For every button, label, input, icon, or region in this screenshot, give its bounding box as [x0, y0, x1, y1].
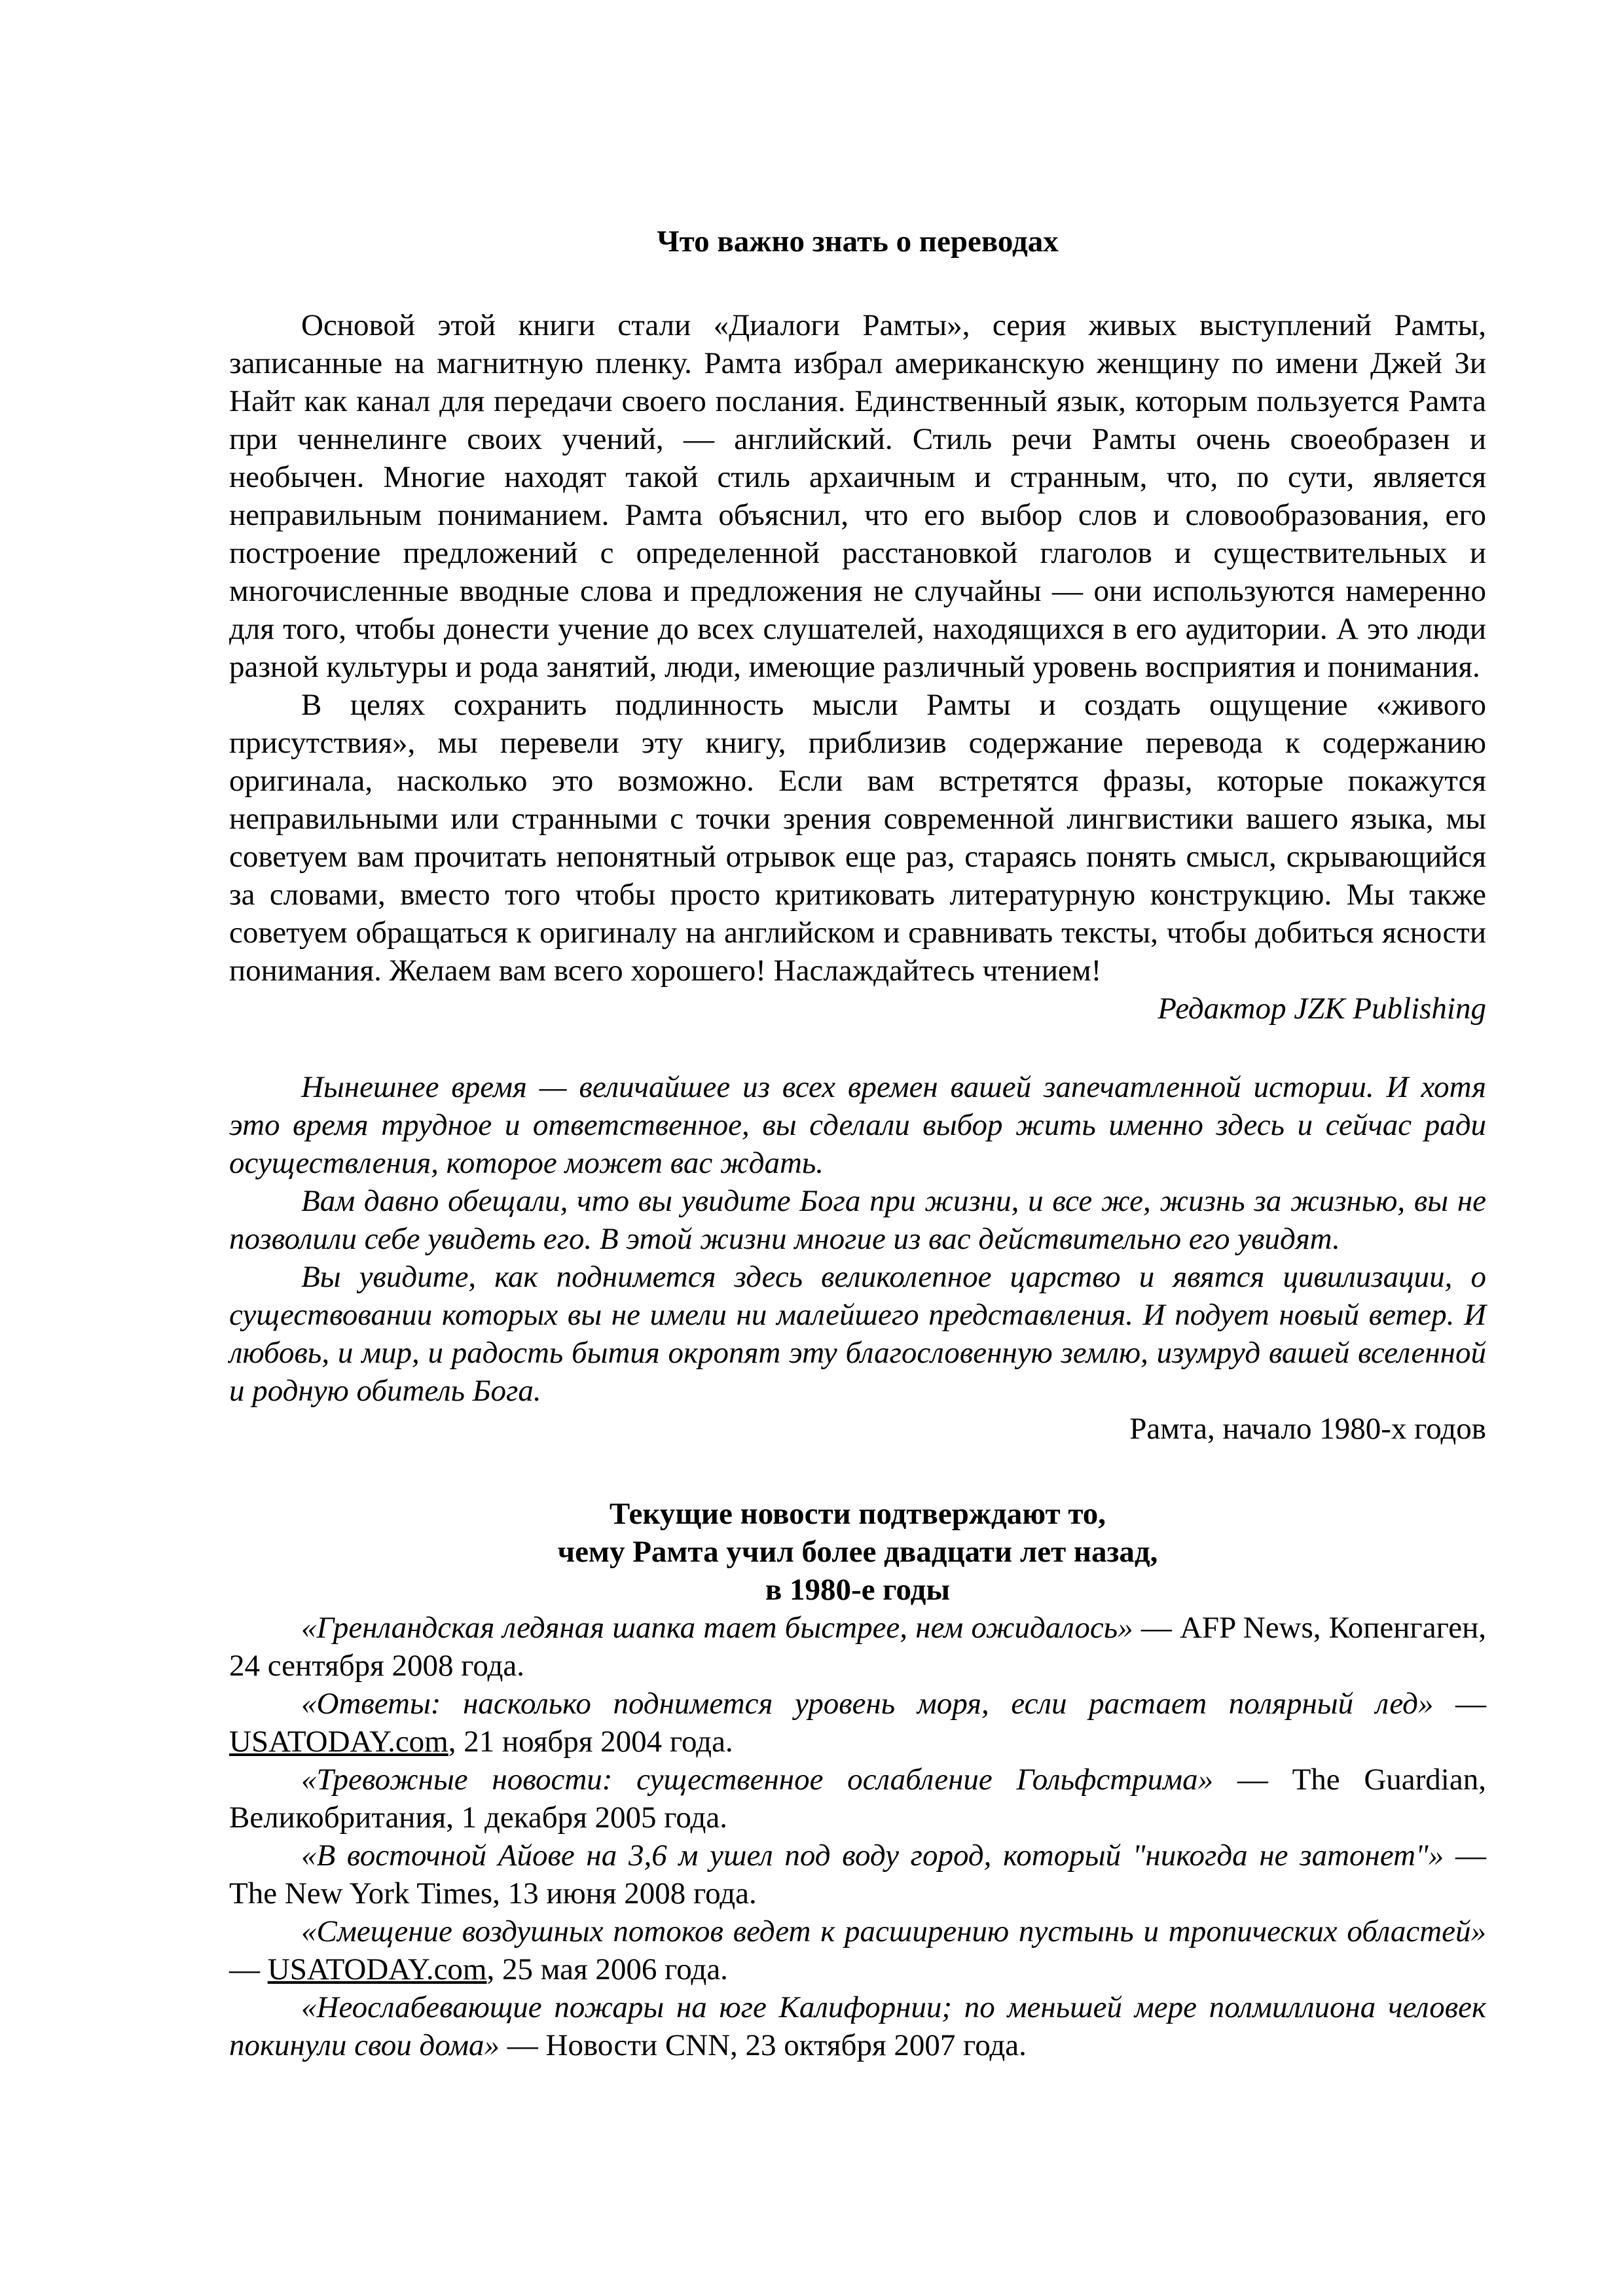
news-title-line: Текущие новости подтверждают то,	[609, 1497, 1106, 1531]
document-page	[229, 223, 1486, 2064]
editor-signature: Редактор JZK Publishing	[1158, 992, 1486, 1026]
quote-paragraph: Нынешнее время — величайшее из всех времен вашей запечатленной истории. И хотя это время трудное и ответственное, вы сделали выбор жить именно здесь и сейчас ради осуществления, которое может вас ждать.	[229, 1070, 1486, 1180]
news-date: , 21 ноября 2004 года.	[448, 1725, 733, 1759]
news-item	[229, 1609, 1486, 1685]
news-headline: «Ответы: насколько поднимется уровень моря, если растает полярный лед»	[301, 1687, 1434, 1721]
news-item	[229, 1837, 1486, 1912]
news-source: — AFP News, Копенгаген, 24 сентября 2008 года.	[229, 1611, 1486, 1683]
quote-paragraph: Вам давно обещали, что вы увидите Бога при жизни, и все же, жизнь за жизнью, вы не позволили себе увидеть его. В этой жизни многие из вас действительно его увидят.	[229, 1184, 1486, 1256]
news-title-line: в 1980-е годы	[765, 1573, 951, 1607]
intro-paragraph: Основой этой книги стали «Диалоги Рамты», серия живых выступлений Рамты, записанные на магнитную пленку. Рамта избрал американскую женщину по имени Джей Зи Найт как канал для передачи своего послания. Единственный язык, которым пользуется Рамта при ченнелинге своих учений, — английский. Стиль речи Рамты очень своеобразен и необычен. Многие находят такой стиль архаичным и странным, что, по сути, является неправильным пониманием. Рамта объяснил, что его выбор слов и словообразования, его построение предложений с определенной расстановкой глаголов и существительных и многочисленные вводные слова и предложения не случайны — они используются намеренно для того, чтобы донести учение до всех слушателей, находящихся в его аудитории. А это люди разной культуры и рода занятий, люди, имеющие различный уровень восприятия и понимания.	[229, 308, 1486, 684]
quote-signature: Рамта, начало 1980-х годов	[1129, 1412, 1486, 1446]
quote-paragraph: Вы увидите, как поднимется здесь великолепное царство и явятся цивилизации, о существовании которых вы не имели ни малейшего представления. И подует новый ветер. И любовь, и мир, и радость бытия окропят эту благословенную землю, изумруд вашей вселенной и родную обитель Бога.	[229, 1260, 1486, 1408]
news-link[interactable]: USATODAY.com	[229, 1725, 448, 1759]
news-link[interactable]: USATODAY.com	[267, 1952, 487, 1986]
news-source: — Новости CNN, 23 октября 2007 года.	[500, 2028, 1027, 2062]
news-source: —	[229, 1952, 268, 1986]
news-source: — The New York Times, 13 июня 2008 года.	[229, 1839, 1486, 1910]
news-headline: «Гренландская ледяная шапка тает быстрее, нем ожидалось»	[301, 1611, 1133, 1645]
news-item	[229, 1988, 1486, 2064]
news-source: —	[1433, 1687, 1486, 1721]
news-section-title	[229, 1495, 1486, 1609]
news-item	[229, 1685, 1486, 1761]
news-headline: «В восточной Айове на 3,6 м ушел под воду город, который "никогда не затонет"»	[301, 1839, 1444, 1873]
page-title: Что важно знать о переводах	[657, 224, 1059, 259]
news-headline: «Смещение воздушных потоков ведет к расширению пустынь и тропических областей»	[301, 1914, 1486, 1948]
news-headline: «Неослабевающие пожары на юге Калифорнии; по меньшей мере полмиллиона человек покинули свои дома»	[229, 1990, 1486, 2062]
news-source: — The Guardian, Великобритания, 1 декабря 2005 года.	[229, 1763, 1486, 1835]
news-item	[229, 1761, 1486, 1837]
news-title-line: чему Рамта учил более двадцати лет назад,	[557, 1535, 1158, 1569]
news-item	[229, 1912, 1486, 1988]
intro-paragraph: В целях сохранить подлинность мысли Рамты и создать ощущение «живого присутствия», мы перевели эту книгу, приблизив содержание перевода к содержанию оригинала, насколько это возможно. Если вам встретятся фразы, которые покажутся неправильными или странными с точки зрения современной лингвистики вашего языка, мы советуем вам прочитать непонятный отрывок еще раз, стараясь понять смысл, скрывающийся за словами, вместо того чтобы просто критиковать литературную конструкцию. Мы также советуем обращаться к оригиналу на английском и сравнивать тексты, чтобы добиться ясности понимания. Желаем вам всего хорошего! Наслаждайтесь чтением!	[229, 688, 1486, 988]
news-headline: «Тревожные новости: существенное ослабление Гольфстрима»	[301, 1763, 1214, 1797]
news-date: , 25 мая 2006 года.	[486, 1952, 728, 1986]
